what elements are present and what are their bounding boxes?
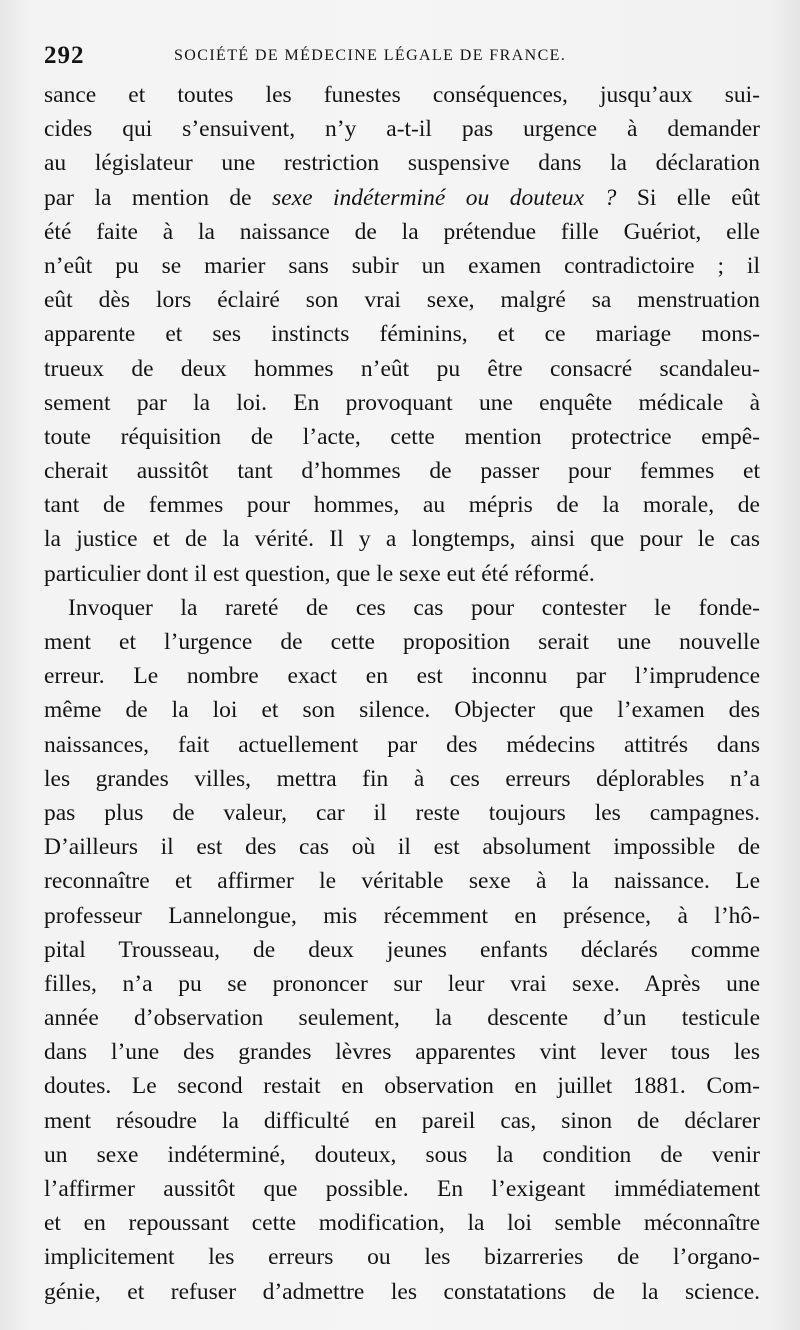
- text-line: tant de femmes pour hommes, au mépris de la morale, de: [44, 492, 760, 519]
- paragraph-end-line: particulier dont il est question, que le sexe eut été réformé.: [44, 560, 595, 587]
- page-header: [44, 42, 760, 72]
- text-line-with-emphasis: [44, 181, 760, 215]
- text-line: apparente et ses instincts féminins, et ce mariage mons-: [44, 321, 760, 348]
- text-line: été faite à la naissance de la prétendue fille Guériot, elle: [44, 218, 760, 245]
- running-head: SOCIÉTÉ DE MÉDECINE LÉGALE DE FRANCE.: [174, 47, 567, 64]
- text-line: D’ailleurs il est des cas où il est absolument impossible de: [44, 834, 760, 861]
- text-line: ment résoudre la difficulté en pareil cas, sinon de déclarer: [44, 1107, 760, 1134]
- text-line: même de la loi et son silence. Objecter que l’examen des: [44, 697, 760, 724]
- text-line: doutes. Le second restait en observation en juillet 1881. Com-: [44, 1073, 760, 1100]
- text-segment: Si elle eût: [616, 184, 760, 211]
- italic-phrase: sexe indéterminé ou douteux ?: [272, 184, 617, 211]
- text-line: pas plus de valeur, car il reste toujours les campagnes.: [44, 799, 760, 826]
- text-line: filles, n’a pu se prononcer sur leur vrai sexe. Après une: [44, 970, 760, 997]
- text-line: l’affirmer aussitôt que possible. En l’exigeant immédiatement: [44, 1176, 760, 1202]
- text-line: pital Trousseau, de deux jeunes enfants déclarés comme: [44, 936, 760, 963]
- text-line: implicitement les erreurs ou les bizarreries de l’organo-: [44, 1244, 760, 1271]
- text-line: génie, et refuser d’admettre les constatations de la science.: [44, 1278, 760, 1305]
- text-line: dans l’une des grandes lèvres apparentes vint lever tous les: [44, 1039, 760, 1066]
- text-line: et en repoussant cette modification, la loi semble méconnaître: [44, 1210, 760, 1237]
- text-segment: par la mention de: [44, 184, 273, 211]
- text-line: erreur. Le nombre exact en est inconnu par l’imprudence: [44, 663, 760, 690]
- text-line: n’eût pu se marier sans subir un examen contradictoire ; il: [44, 252, 760, 279]
- text-line: la justice et de la vérité. Il y a longtemps, ainsi que pour le cas: [44, 526, 760, 553]
- text-line: cides qui s’ensuivent, n’y a-t-il pas urgence à demander: [44, 116, 760, 143]
- text-line: professeur Lannelongue, mis récemment en présence, à l’hô-: [44, 902, 760, 929]
- text-line: eût dès lors éclairé son vrai sexe, malgré sa menstruation: [44, 287, 760, 314]
- text-line: ment et l’urgence de cette proposition serait une nouvelle: [44, 629, 760, 655]
- text-line: année d’observation seulement, la descente d’un testicule: [44, 1005, 760, 1032]
- text-line: trueux de deux hommes n’eût pu être consacré scandaleu-: [44, 355, 760, 382]
- paragraph-start-line: Invoquer la rareté de ces cas pour contester le fonde-: [68, 594, 760, 621]
- text-line: cherait aussitôt tant d’hommes de passer pour femmes et: [44, 458, 760, 485]
- text-line: un sexe indéterminé, douteux, sous la condition de venir: [44, 1141, 760, 1168]
- text-line: reconnaître et affirmer le véritable sexe à la naissance. Le: [44, 868, 760, 895]
- text-line: toute réquisition de l’acte, cette mention protectrice empê-: [44, 423, 760, 450]
- body-text: [44, 78, 760, 1309]
- text-line: naissances, fait actuellement par des médecins attitrés dans: [44, 731, 760, 758]
- text-line: sement par la loi. En provoquant une enquête médicale à: [44, 389, 760, 416]
- page-number: 292: [44, 42, 85, 69]
- text-line: sance et toutes les funestes conséquences, jusqu’aux sui-: [44, 82, 760, 108]
- text-line: les grandes villes, mettra fin à ces erreurs déplorables n’a: [44, 765, 760, 792]
- text-line: au législateur une restriction suspensive dans la déclaration: [44, 150, 760, 177]
